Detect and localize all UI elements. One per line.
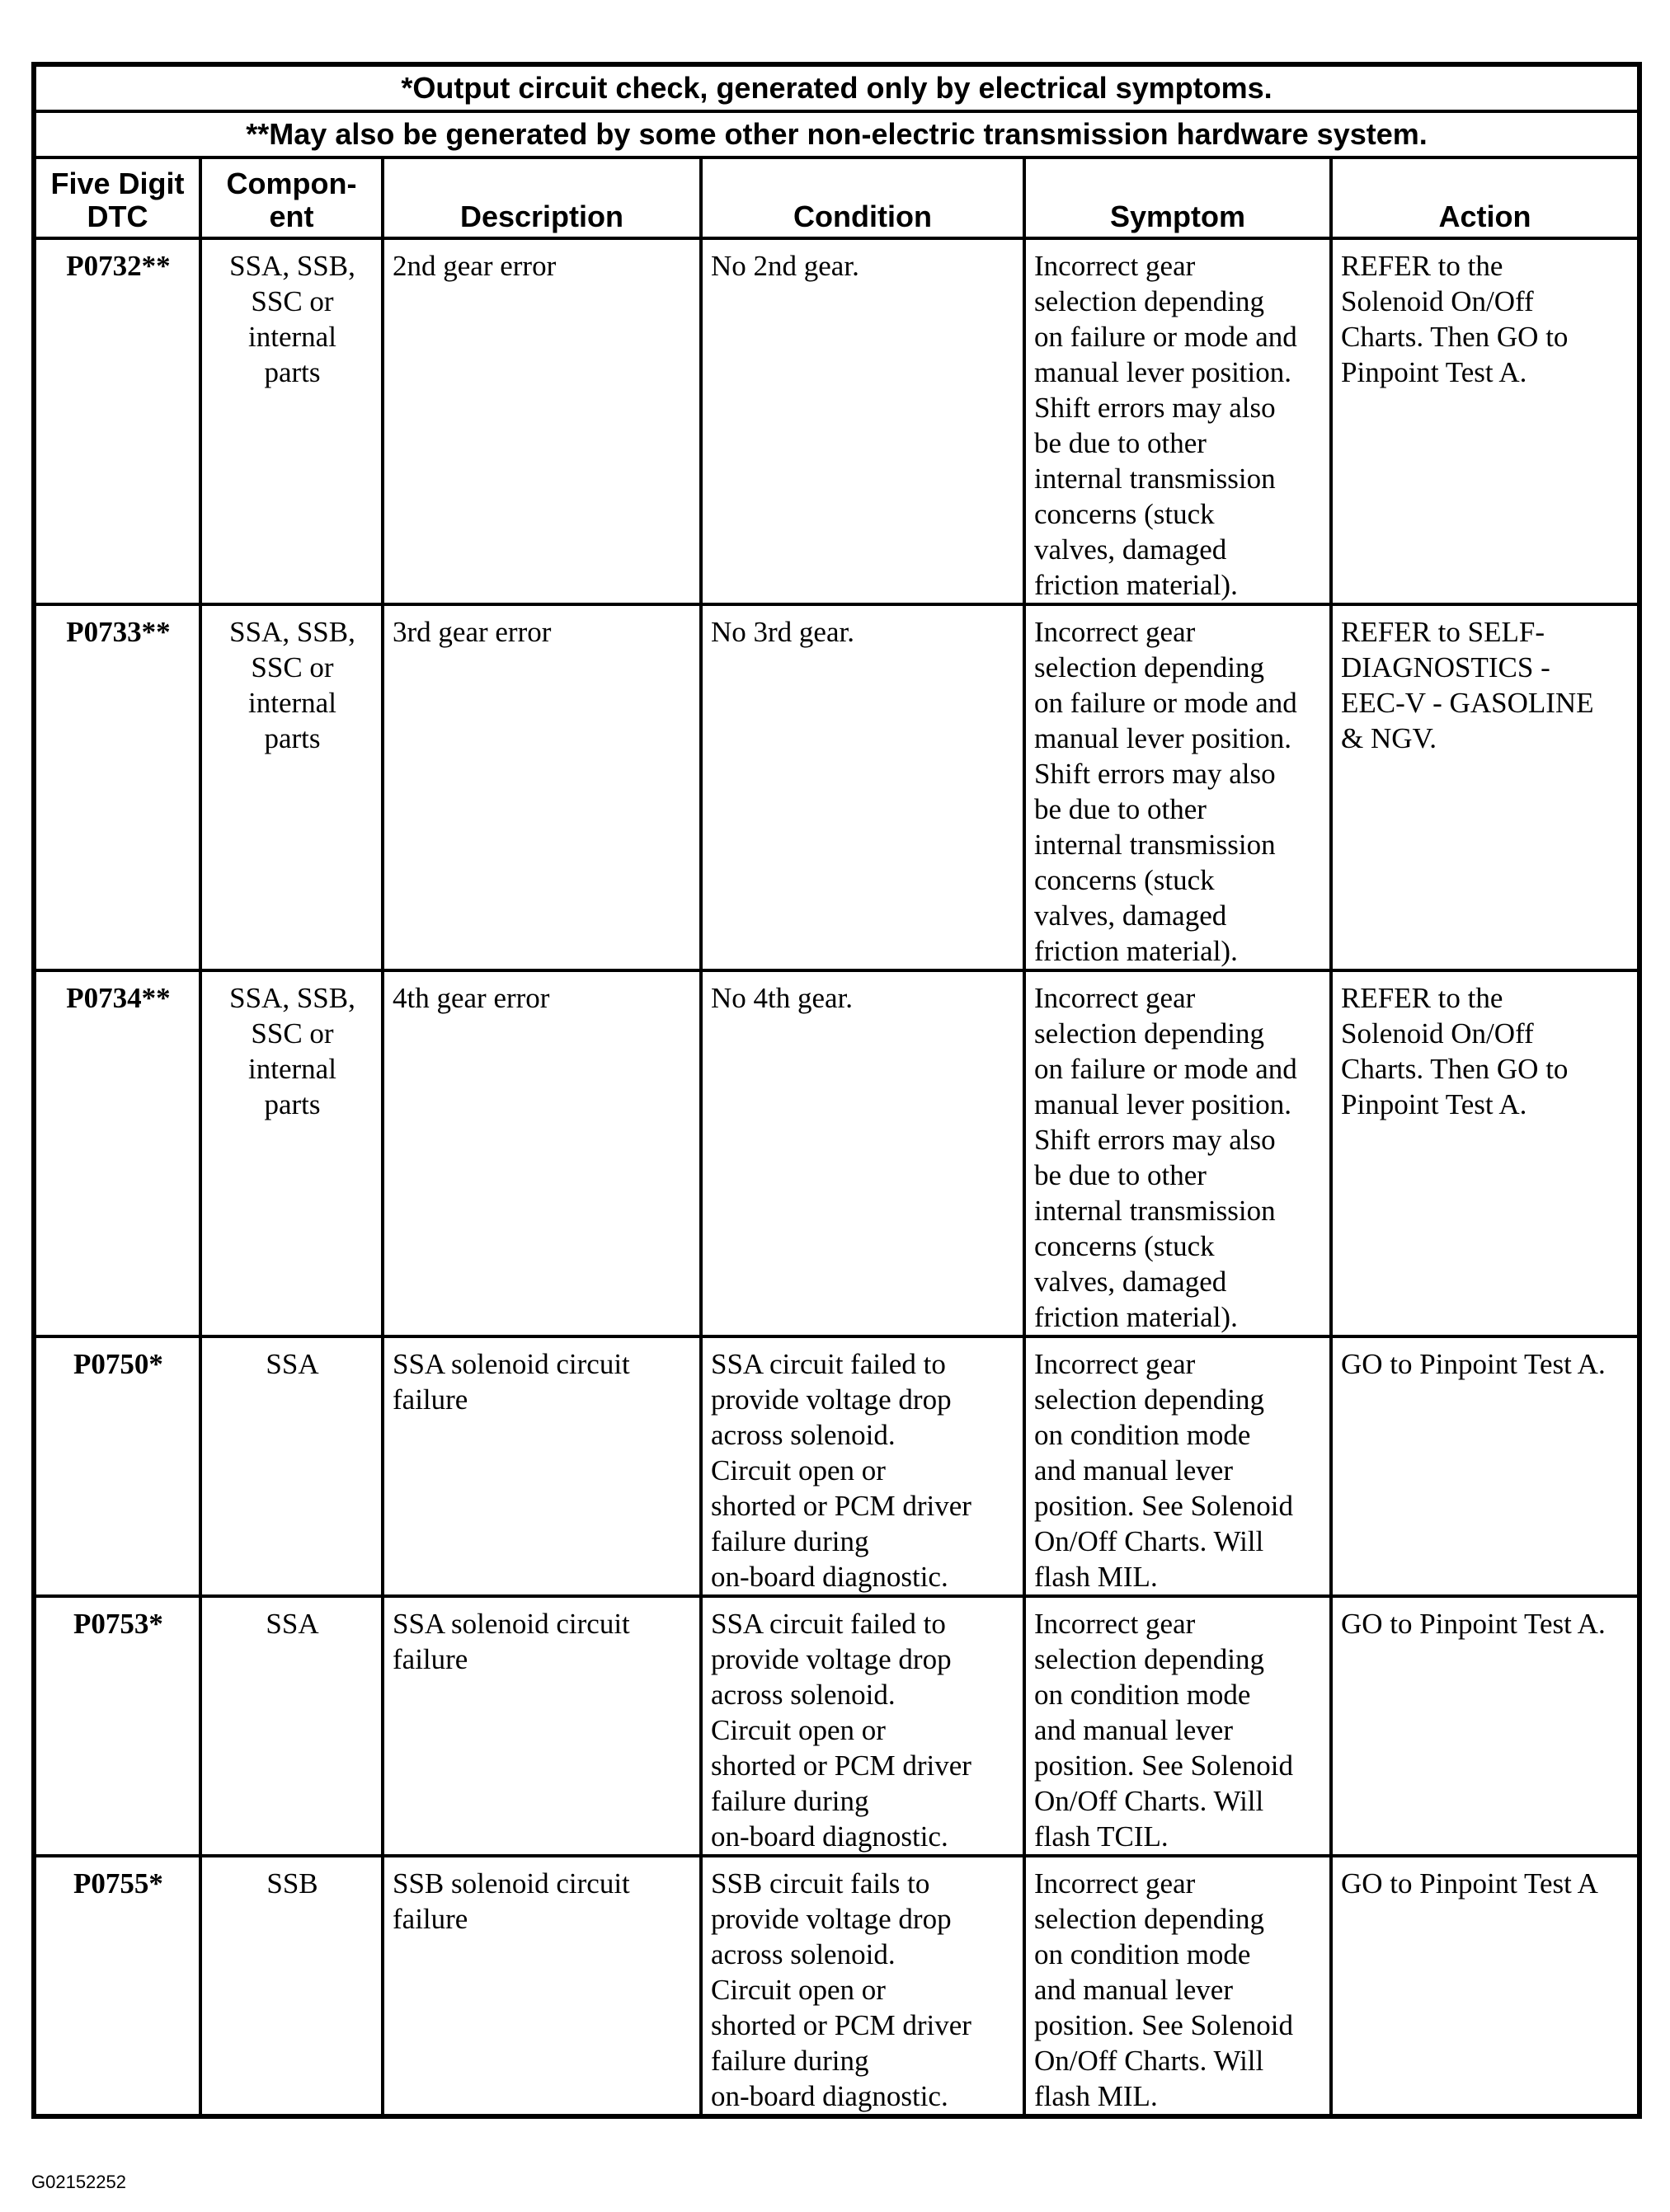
column-header-line: Action bbox=[1438, 200, 1531, 233]
table-row bbox=[34, 238, 1639, 604]
action-cell: GO to Pinpoint Test A. bbox=[1331, 1336, 1639, 1596]
column-header-line: Symptom bbox=[1109, 200, 1246, 233]
symptom-cell: Incorrect gear selection depending on condition mode and manual lever position. See Solenoid On/Off Charts. Will flash MIL. bbox=[1024, 1336, 1331, 1596]
description-cell: SSA solenoid circuit failure bbox=[383, 1336, 701, 1596]
description-cell: 3rd gear error bbox=[383, 604, 701, 970]
column-header-condition bbox=[701, 157, 1024, 238]
column-header-description bbox=[383, 157, 701, 238]
column-header-dtc bbox=[34, 157, 200, 238]
column-header-component bbox=[200, 157, 383, 238]
condition-cell: SSA circuit failed to provide voltage drop across solenoid. Circuit open or shorted or PCM driver failure during on-board diagnostic. bbox=[701, 1336, 1024, 1596]
dtc-cell: P0753* bbox=[34, 1596, 200, 1856]
figure-id: G02152252 bbox=[31, 2172, 126, 2192]
description-cell: 2nd gear error bbox=[383, 238, 701, 604]
dtc-table bbox=[31, 62, 1642, 2119]
note-row-output-circuit bbox=[34, 64, 1639, 111]
header-row bbox=[34, 157, 1639, 238]
column-header-symptom bbox=[1024, 157, 1331, 238]
action-cell: GO to Pinpoint Test A. bbox=[1331, 1596, 1639, 1856]
note-non-electric: **May also be generated by some other non-electric transmission hardware system. bbox=[34, 111, 1639, 157]
symptom-cell: Incorrect gear selection depending on failure or mode and manual lever position. Shift errors may also be due to other internal transmission concerns (stuck valves, damaged friction material). bbox=[1024, 970, 1331, 1336]
condition-cell: SSB circuit fails to provide voltage drop across solenoid. Circuit open or shorted or PCM driver failure during on-board diagnostic. bbox=[701, 1856, 1024, 2116]
column-header-line: Condition bbox=[793, 200, 932, 233]
dtc-cell: P0755* bbox=[34, 1856, 200, 2116]
action-cell: REFER to the Solenoid On/Off Charts. Then GO to Pinpoint Test A. bbox=[1331, 970, 1639, 1336]
column-header-line: ent bbox=[269, 200, 314, 233]
component-cell: SSB bbox=[200, 1856, 383, 2116]
table-row bbox=[34, 604, 1639, 970]
condition-cell: No 3rd gear. bbox=[701, 604, 1024, 970]
table-row bbox=[34, 1596, 1639, 1856]
column-header-line: Five Digit bbox=[50, 167, 185, 200]
dtc-cell: P0734** bbox=[34, 970, 200, 1336]
symptom-cell: Incorrect gear selection depending on condition mode and manual lever position. See Solenoid On/Off Charts. Will flash TCIL. bbox=[1024, 1596, 1331, 1856]
symptom-cell: Incorrect gear selection depending on failure or mode and manual lever position. Shift errors may also be due to other internal transmission concerns (stuck valves, damaged friction material). bbox=[1024, 238, 1331, 604]
action-cell: REFER to SELF- DIAGNOSTICS - EEC-V - GASOLINE & NGV. bbox=[1331, 604, 1639, 970]
component-cell: SSA bbox=[200, 1596, 383, 1856]
symptom-cell: Incorrect gear selection depending on failure or mode and manual lever position. Shift errors may also be due to other internal transmission concerns (stuck valves, damaged friction material). bbox=[1024, 604, 1331, 970]
action-cell: REFER to the Solenoid On/Off Charts. Then GO to Pinpoint Test A. bbox=[1331, 238, 1639, 604]
column-header-action bbox=[1331, 157, 1639, 238]
dtc-cell: P0750* bbox=[34, 1336, 200, 1596]
symptom-cell: Incorrect gear selection depending on condition mode and manual lever position. See Solenoid On/Off Charts. Will flash MIL. bbox=[1024, 1856, 1331, 2116]
dtc-cell: P0733** bbox=[34, 604, 200, 970]
column-header-line: DTC bbox=[87, 200, 148, 233]
description-cell: SSB solenoid circuit failure bbox=[383, 1856, 701, 2116]
note-output-circuit: *Output circuit check, generated only by electrical symptoms. bbox=[34, 64, 1639, 111]
table-row bbox=[34, 1336, 1639, 1596]
table-row bbox=[34, 970, 1639, 1336]
action-cell: GO to Pinpoint Test A bbox=[1331, 1856, 1639, 2116]
component-cell: SSA, SSB, SSC or internal parts bbox=[200, 238, 383, 604]
description-cell: SSA solenoid circuit failure bbox=[383, 1596, 701, 1856]
dtc-cell: P0732** bbox=[34, 238, 200, 604]
table-row bbox=[34, 1856, 1639, 2116]
condition-cell: No 2nd gear. bbox=[701, 238, 1024, 604]
condition-cell: SSA circuit failed to provide voltage drop across solenoid. Circuit open or shorted or PCM driver failure during on-board diagnostic. bbox=[701, 1596, 1024, 1856]
column-header-line: Compon- bbox=[226, 167, 357, 200]
component-cell: SSA bbox=[200, 1336, 383, 1596]
component-cell: SSA, SSB, SSC or internal parts bbox=[200, 970, 383, 1336]
description-cell: 4th gear error bbox=[383, 970, 701, 1336]
column-header-line: Description bbox=[459, 200, 624, 233]
condition-cell: No 4th gear. bbox=[701, 970, 1024, 1336]
note-row-non-electric bbox=[34, 111, 1639, 157]
component-cell: SSA, SSB, SSC or internal parts bbox=[200, 604, 383, 970]
